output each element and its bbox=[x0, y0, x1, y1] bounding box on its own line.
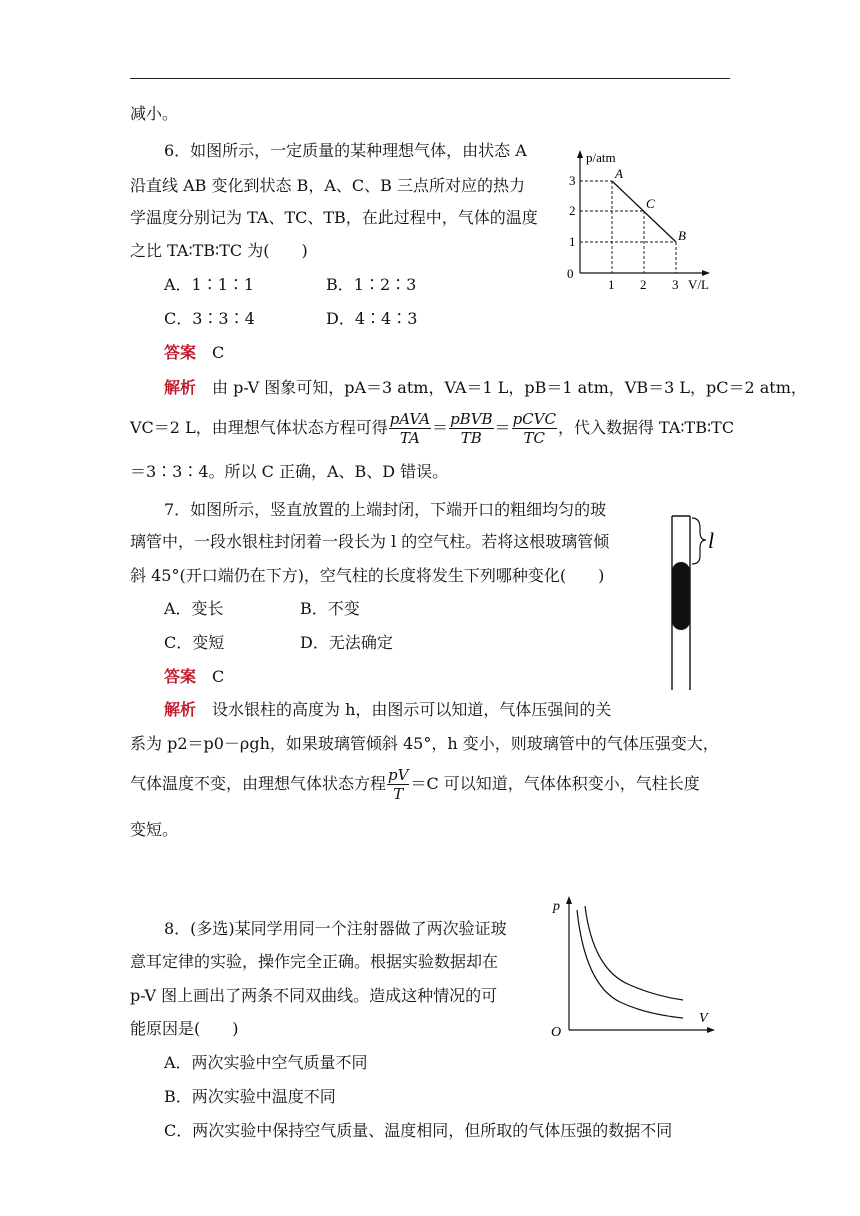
q8-option-a: A．两次实验中空气质量不同 bbox=[164, 1053, 368, 1072]
q6-stem-line3: 学温度分别记为 TA、TC、TB，在此过程中，气体的温度 bbox=[130, 208, 538, 227]
q6-analysis-text2a: VC＝2 L，由理想气体状态方程可得 bbox=[130, 418, 388, 437]
q7-stem-line1: 7．如图所示，竖直放置的上端封闭，下端开口的粗细均匀的玻 bbox=[164, 500, 607, 519]
q7-analysis-text3a: 气体温度不变，由理想气体状态方程 bbox=[130, 774, 387, 793]
q7-analysis-text1: 设水银柱的高度为 h，由图示可以知道，气体压强间的关 bbox=[212, 700, 612, 719]
q8-y-axis-arrow-icon bbox=[566, 896, 572, 904]
q7-option-c: C．变短 bbox=[164, 633, 225, 652]
q6-fraction-c-num: pCVC bbox=[512, 410, 556, 428]
q7-option-b: B．不变 bbox=[300, 599, 360, 618]
continuation-text: 减小。 bbox=[130, 104, 179, 123]
q6-option-a: A．1∶1∶1 bbox=[164, 275, 255, 294]
q6-stem-line2: 沿直线 AB 变化到状态 B，A、C、B 三点所对应的热力 bbox=[130, 176, 525, 195]
q6-pv-graph bbox=[560, 148, 720, 298]
q6-x-tick-1: 1 bbox=[608, 277, 615, 292]
q7-answer-label: 答案 bbox=[164, 667, 197, 686]
q6-stem-line1: 6．如图所示，一定质量的某种理想气体，由状态 A bbox=[164, 141, 527, 160]
q6-x-axis-arrow-icon bbox=[702, 270, 710, 276]
q6-option-c: C．3∶3∶4 bbox=[164, 309, 255, 328]
q6-y-tick-2: 2 bbox=[569, 203, 576, 218]
q7-analysis-line4: 变短。 bbox=[130, 820, 179, 839]
q6-answer bbox=[164, 343, 224, 363]
q6-option-b: B．1∶2∶3 bbox=[326, 275, 417, 294]
q7-analysis-line1 bbox=[164, 700, 611, 720]
q6-answer-label: 答案 bbox=[164, 343, 197, 362]
q7-stem-line2: 璃管中，一段水银柱封闭着一段长为 l 的空气柱。若将这根玻璃管倾 bbox=[130, 532, 610, 551]
q6-origin-label: 0 bbox=[567, 266, 574, 281]
q6-point-a-label: A bbox=[615, 166, 623, 181]
q6-y-tick-1: 1 bbox=[569, 234, 576, 249]
q7-option-d: D．无法确定 bbox=[300, 633, 393, 652]
q6-stem-line4: 之比 TA∶TB∶TC 为( ) bbox=[130, 241, 308, 260]
q6-y-axis-label: p/atm bbox=[586, 150, 616, 165]
q8-stem-line3: p-V 图上画出了两条不同双曲线。造成这种情况的可 bbox=[130, 986, 498, 1005]
q7-analysis-line2: 系为 p2＝p0－ρgh，如果玻璃管倾斜 45°，h 变小，则玻璃管中的气体压强变大， bbox=[130, 734, 719, 753]
q7-mercury-column bbox=[672, 562, 690, 630]
q8-stem-line4: 能原因是( ) bbox=[130, 1019, 239, 1038]
q6-option-d: D．4∶4∶3 bbox=[326, 309, 418, 328]
q8-y-axis-label: p bbox=[553, 899, 560, 914]
q6-fraction-b-num: pBVB bbox=[450, 410, 493, 428]
q6-fraction-a bbox=[389, 410, 431, 447]
q7-fraction-den: T bbox=[393, 785, 404, 803]
q6-eq-2: ＝ bbox=[494, 418, 511, 437]
q6-point-c-label: C bbox=[646, 196, 655, 211]
q7-option-a: A．变长 bbox=[164, 599, 224, 618]
q7-stem-line3: 斜 45°(开口端仍在下方)，空气柱的长度将发生下列哪种变化( ) bbox=[130, 566, 605, 585]
q8-pv-graph bbox=[545, 890, 720, 1045]
q6-answer-value: C bbox=[212, 343, 225, 362]
q8-stem-line1: 8．(多选)某同学用同一个注射器做了两次验证玻 bbox=[164, 919, 507, 938]
q7-analysis-text3b: ＝C 可以知道，气体体积变小，气柱长度 bbox=[410, 774, 700, 793]
q6-fraction-a-den: TA bbox=[399, 429, 420, 447]
q8-origin-label: O bbox=[551, 1025, 562, 1040]
q7-fraction bbox=[387, 766, 409, 803]
q6-y-tick-3: 3 bbox=[569, 173, 576, 188]
q6-x-axis-label: V/L bbox=[688, 277, 709, 292]
q6-analysis-line1 bbox=[164, 378, 807, 398]
q7-answer bbox=[164, 667, 224, 687]
q6-x-tick-3: 3 bbox=[672, 277, 679, 292]
header-rule bbox=[130, 78, 730, 79]
q6-fraction-b bbox=[449, 410, 493, 447]
q6-analysis-label: 解析 bbox=[164, 378, 197, 397]
q7-analysis-label: 解析 bbox=[164, 700, 197, 719]
q7-length-label: l bbox=[708, 528, 715, 553]
q6-y-axis-arrow-icon bbox=[577, 150, 583, 158]
q6-x-tick-2: 2 bbox=[640, 277, 647, 292]
q6-eq-1: ＝ bbox=[432, 418, 449, 437]
q8-stem-line2: 意耳定律的实验，操作完全正确。根据实验数据却在 bbox=[130, 952, 499, 971]
q8-x-axis-label: V bbox=[699, 1011, 708, 1026]
q6-fraction-c bbox=[512, 410, 557, 447]
q7-answer-value: C bbox=[212, 667, 225, 686]
q7-tube-figure bbox=[660, 510, 730, 694]
q8-option-b: B．两次实验中温度不同 bbox=[164, 1087, 336, 1106]
q8-hyperbola-upper bbox=[585, 906, 683, 1000]
q6-fraction-a-num: pAVA bbox=[389, 410, 431, 428]
q6-fraction-b-den: TB bbox=[460, 429, 482, 447]
q8-x-axis-arrow-icon bbox=[707, 1027, 715, 1033]
q6-analysis-line3: ＝3∶3∶4。所以 C 正确，A、B、D 错误。 bbox=[130, 462, 449, 481]
q6-point-b-label: B bbox=[678, 228, 686, 243]
q8-hyperbola-lower bbox=[577, 910, 683, 1018]
q7-fraction-num: pV bbox=[388, 766, 409, 784]
q6-fraction-c-den: TC bbox=[523, 429, 545, 447]
q7-length-brace-icon bbox=[692, 518, 706, 564]
q6-analysis-text2b: ，代入数据得 TA∶TB∶TC bbox=[557, 418, 735, 437]
q6-analysis-line2 bbox=[130, 408, 734, 448]
q7-analysis-line3 bbox=[130, 764, 700, 804]
q8-option-c: C．两次实验中保持空气质量、温度相同，但所取的气体压强的数据不同 bbox=[164, 1121, 673, 1140]
q6-analysis-text1: 由 p-V 图象可知，pA＝3 atm，VA＝1 L，pB＝1 atm，VB＝3 L，pC＝2 atm， bbox=[212, 378, 807, 397]
